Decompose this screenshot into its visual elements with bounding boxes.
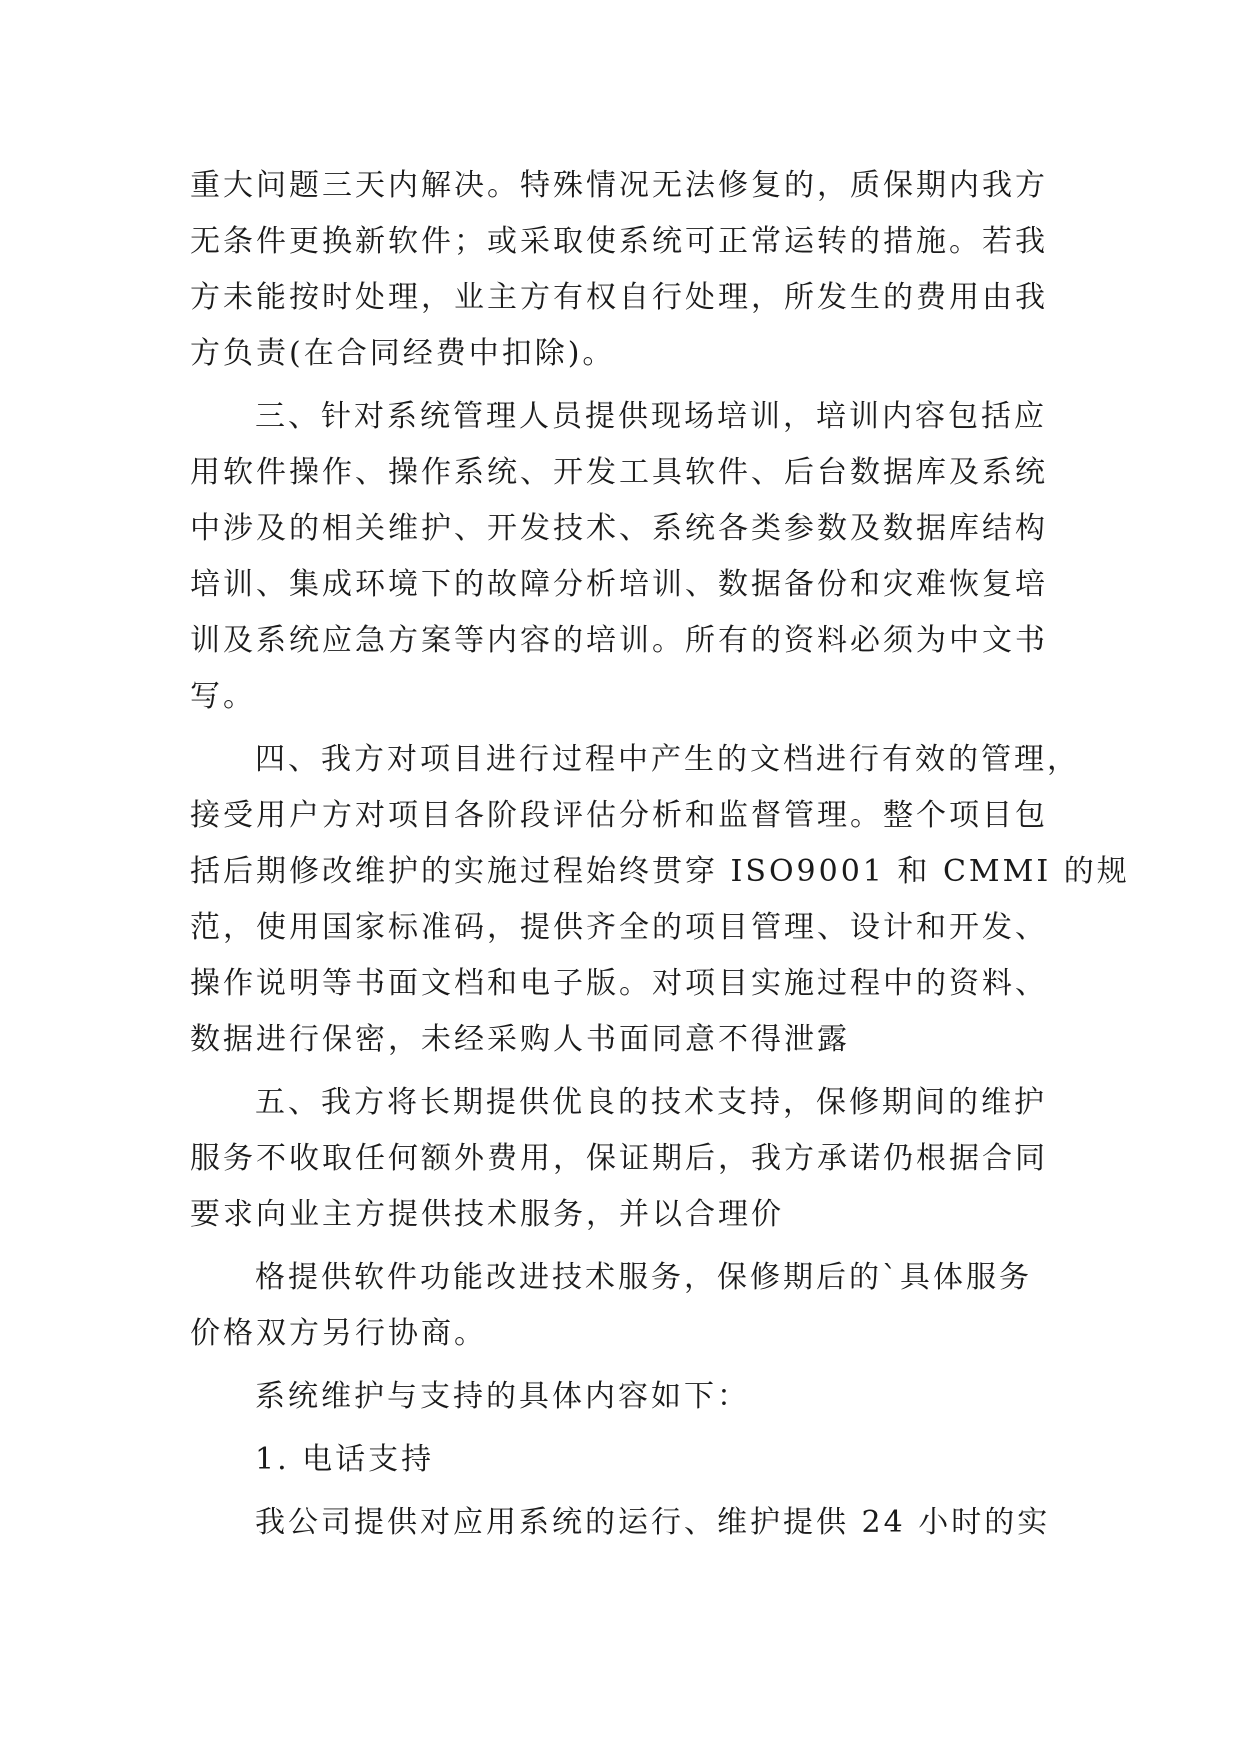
text-line-22: 系统维护与支持的具体内容如下： <box>255 1379 750 1414</box>
text-line-6: 用软件操作、操作系统、开发工具软件、后台数据库及系统 <box>190 455 1048 490</box>
text-line-5: 三、针对系统管理人员提供现场培训，培训内容包括应 <box>255 399 1047 434</box>
text-line-18: 服务不收取任何额外费用，保证期后，我方承诺仍根据合同 <box>190 1141 1048 1176</box>
text-line-1: 重大问题三天内解决。特殊情况无法修复的，质保期内我方 <box>190 168 1048 203</box>
text-line-3: 方未能按时处理，业主方有权自行处理，所发生的费用由我 <box>190 280 1048 315</box>
text-line-4: 方负责(在合同经费中扣除)。 <box>190 336 616 371</box>
text-line-24: 我公司提供对应用系统的运行、维护提供 24 小时的实 <box>255 1505 1051 1540</box>
text-line-8: 培训、集成环境下的故障分析培训、数据备份和灾难恢复培 <box>190 567 1048 602</box>
text-line-2: 无条件更换新软件；或采取使系统可正常运转的措施。若我 <box>190 224 1048 259</box>
text-line-23: 1. 电话支持 <box>255 1442 435 1477</box>
text-line-16: 数据进行保密，未经采购人书面同意不得泄露 <box>190 1022 850 1057</box>
text-line-10: 写。 <box>190 679 256 714</box>
text-line-14: 范，使用国家标准码，提供齐全的项目管理、设计和开发、 <box>190 910 1048 945</box>
text-line-12: 接受用户方对项目各阶段评估分析和监督管理。整个项目包 <box>190 798 1048 833</box>
text-line-15: 操作说明等书面文档和电子版。对项目实施过程中的资料、 <box>190 966 1048 1001</box>
text-line-9: 训及系统应急方案等内容的培训。所有的资料必须为中文书 <box>190 623 1048 658</box>
text-line-13: 括后期修改维护的实施过程始终贯穿 ISO9001 和 CMMI 的规 <box>190 854 1130 889</box>
text-line-19: 要求向业主方提供技术服务，并以合理价 <box>190 1197 784 1232</box>
text-line-7: 中涉及的相关维护、开发技术、系统各类参数及数据库结构 <box>190 511 1048 546</box>
text-line-21: 价格双方另行协商。 <box>190 1316 487 1351</box>
text-line-11: 四、我方对项目进行过程中产生的文档进行有效的管理， <box>255 742 1080 777</box>
text-line-17: 五、我方将长期提供优良的技术支持，保修期间的维护 <box>255 1085 1047 1120</box>
text-line-20: 格提供软件功能改进技术服务，保修期后的`具体服务 <box>255 1260 1032 1295</box>
